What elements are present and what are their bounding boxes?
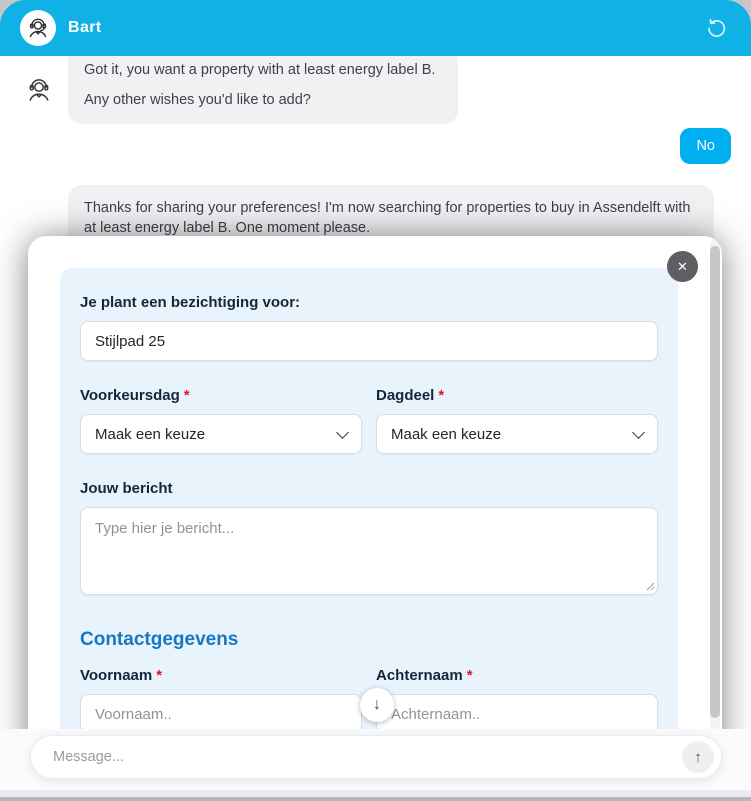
chevron-down-icon <box>632 426 645 439</box>
bot-message-line: Got it, you want a property with at least energy label B. <box>84 62 436 78</box>
avatar <box>20 10 56 46</box>
lastname-label: Achternaam * <box>376 667 473 684</box>
required-marker: * <box>156 667 163 684</box>
arrow-up-icon: ↑ <box>694 748 702 766</box>
widget-bottom-edge <box>0 790 751 801</box>
send-button[interactable] <box>682 741 714 773</box>
bot-message-line: Any other wishes you'd like to add? <box>84 92 311 109</box>
bot-name: Bart <box>68 19 102 36</box>
message-input[interactable] <box>51 748 682 766</box>
composer-pill <box>30 735 722 779</box>
lastname-input[interactable] <box>376 694 658 734</box>
required-marker: * <box>438 387 445 404</box>
arrow-down-icon: ↓ <box>373 696 381 713</box>
preferred-day-label: Voorkeursdag * <box>80 387 190 404</box>
bot-message <box>68 47 458 124</box>
bot-avatar-icon <box>25 76 53 104</box>
daypart-select[interactable] <box>376 414 658 454</box>
quick-reply-no-button[interactable]: No <box>680 128 731 164</box>
close-icon[interactable]: ✕ <box>667 251 698 282</box>
address-input[interactable] <box>80 321 658 361</box>
modal-scrollbar[interactable] <box>710 240 720 730</box>
bot-message-line: Thanks for sharing your preferences! I'm now searching for properties to buy in Assendelft with at least energy label B. One moment please. <box>84 200 691 237</box>
required-marker: * <box>466 667 473 684</box>
contact-section-heading: Contactgegevens <box>80 629 239 650</box>
modal-scrollbar-thumb[interactable] <box>710 246 720 718</box>
daypart-value: Maak een keuze <box>391 425 502 443</box>
scroll-down-button[interactable] <box>360 688 394 722</box>
preferred-day-select[interactable] <box>80 414 362 454</box>
firstname-input[interactable] <box>80 694 362 734</box>
support-agent-icon <box>26 16 50 40</box>
preferred-day-value: Maak een keuze <box>95 425 206 443</box>
address-label: Je plant een bezichtiging voor: <box>80 294 301 311</box>
chat-header <box>0 0 751 56</box>
refresh-icon[interactable] <box>703 15 729 41</box>
composer-bar <box>0 729 751 791</box>
message-textarea[interactable] <box>80 507 658 595</box>
message-label: Jouw bericht <box>80 480 173 497</box>
firstname-label: Voornaam * <box>80 667 163 684</box>
daypart-label: Dagdeel * <box>376 387 445 404</box>
chevron-down-icon <box>336 426 349 439</box>
required-marker: * <box>183 387 190 404</box>
